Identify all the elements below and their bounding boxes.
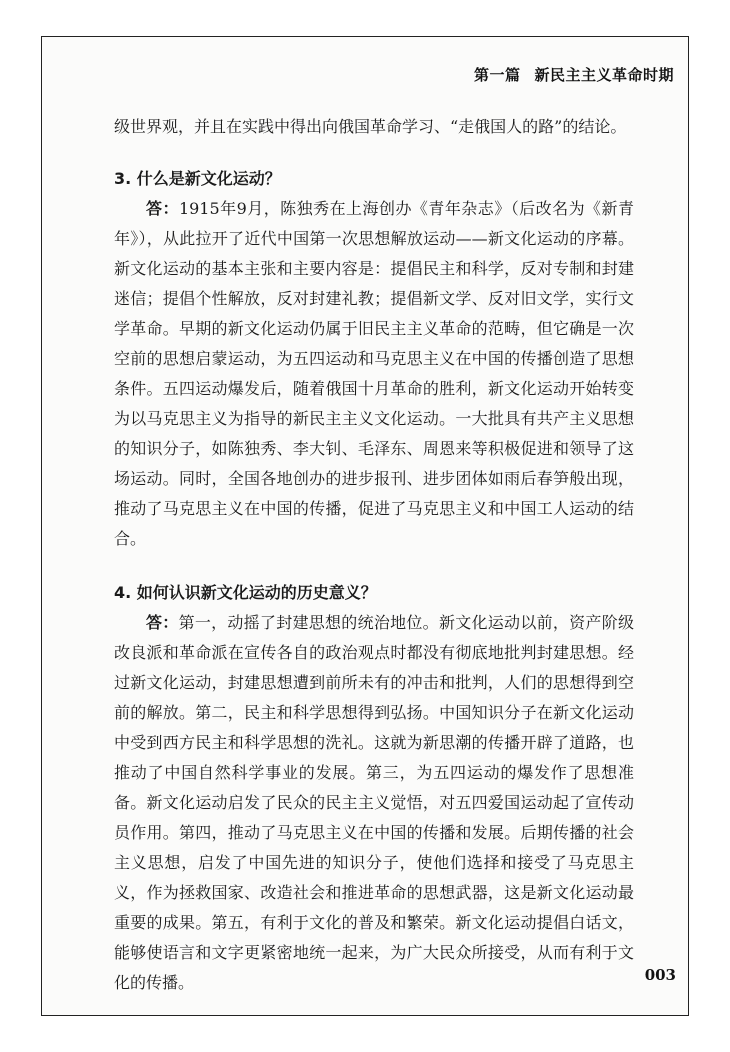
running-header bbox=[474, 64, 674, 85]
page-number: 003 bbox=[644, 966, 676, 984]
answer-3-label: 答： bbox=[146, 199, 179, 218]
answer-3-text: 1915年9月，陈独秀在上海创办《青年杂志》（后改名为《新青年》），从此拉开了近代中国第一次思想解放运动——新文化运动的序幕。新文化运动的基本主张和主要内容是：提倡民主和科学，反对专制和封建迷信；提倡个性解放，反对封建礼教；提倡新文学、反对旧文学，实行文学革命。早期的新文化运动仍属于旧民主主义革命的范畴，但它确是一次空前的思想启蒙运动，为五四运动和马克思主义在中国的传播创造了思想条件。五四运动爆发后，随着俄国十月革命的胜利，新文化运动开始转变为以马克思主义为指导的新民主主义文化运动。一大批具有共产主义思想的知识分子，如陈独秀、李大钊、毛泽东、周恩来等积极促进和领导了这场运动。同时，全国各地创办的进步报刊、进步团体如雨后春笋般出现，推动了马克思主义在中国的传播，促进了马克思主义和中国工人运动的结合。 bbox=[114, 199, 634, 548]
page-content bbox=[114, 112, 634, 998]
answer-4-paragraph bbox=[114, 608, 634, 998]
answer-3-paragraph bbox=[114, 194, 634, 554]
answer-4-label: 答： bbox=[146, 613, 179, 632]
header-part: 第一篇 bbox=[473, 66, 521, 84]
question-4-heading: 4. 如何认识新文化运动的历史意义？ bbox=[114, 583, 377, 602]
header-title: 新民主主义革命时期 bbox=[534, 66, 674, 84]
answer-4-text: 第一，动摇了封建思想的统治地位。新文化运动以前，资产阶级改良派和革命派在宣传各自的政治观点时都没有彻底地批判封建思想。经过新文化运动，封建思想遭到前所未有的冲击和批判，人们的思想得到空前的解放。第二，民主和科学思想得到弘扬。中国知识分子在新文化运动中受到西方民主和科学思想的洗礼。这就为新思潮的传播开辟了道路，也推动了中国自然科学事业的发展。第三，为五四运动的爆发作了思想准备。新文化运动启发了民众的民主主义觉悟，对五四爱国运动起了宣传动员作用。第四，推动了马克思主义在中国的传播和发展。后期传播的社会主义思想，启发了中国先进的知识分子，使他们选择和接受了马克思主义，作为拯救国家、改造社会和推进革命的思想武器，这是新文化运动最重要的成果。第五，有利于文化的普及和繁荣。新文化运动提倡白话文，能够使语言和文字更紧密地统一起来，为广大民众所接受，从而有利于文化的传播。 bbox=[114, 613, 634, 992]
continuation-paragraph: 级世界观，并且在实践中得出向俄国革命学习、“走俄国人的路”的结论。 bbox=[114, 117, 627, 136]
question-3-heading: 3. 什么是新文化运动？ bbox=[114, 169, 281, 188]
